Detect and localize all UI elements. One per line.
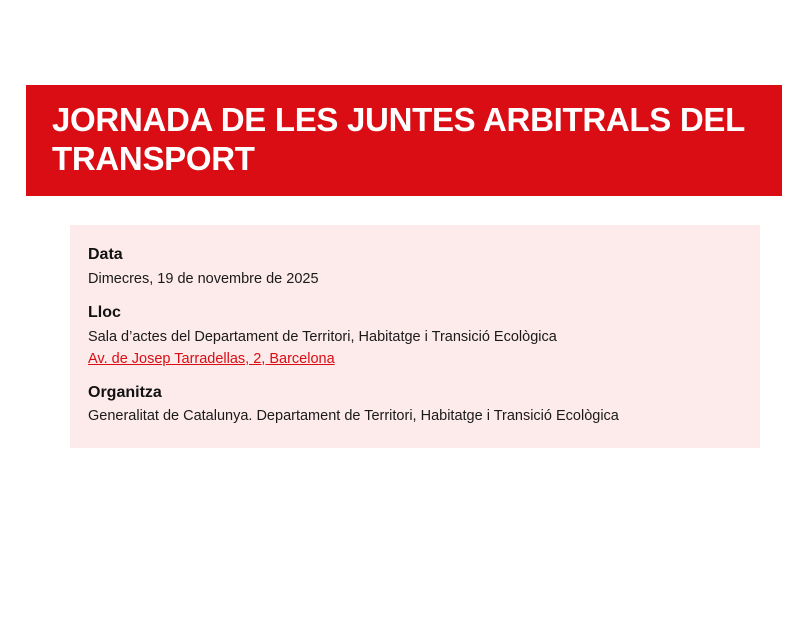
field-lloc — [88, 303, 736, 369]
field-value-data: Dimecres, 19 de novembre de 2025 — [88, 270, 319, 287]
field-organitza — [88, 383, 736, 427]
field-data — [88, 245, 736, 289]
field-label-organitza: Organitza — [88, 383, 162, 401]
field-label-lloc: Lloc — [88, 303, 121, 321]
event-info-panel — [70, 225, 760, 448]
page-title: JORNADA DE LES JUNTES ARBITRALS DEL TRANSPORT — [52, 101, 745, 177]
field-label-data: Data — [88, 246, 123, 263]
title-banner — [26, 85, 782, 196]
address-link[interactable]: Av. de Josep Tarradellas, 2, Barcelona — [88, 350, 335, 367]
field-value-lloc: Sala d’actes del Departament de Territori, Habitatge i Transició Ecològica — [88, 328, 557, 345]
field-value-organitza: Generalitat de Catalunya. Departament de Territori, Habitatge i Transició Ecològica — [88, 408, 619, 425]
